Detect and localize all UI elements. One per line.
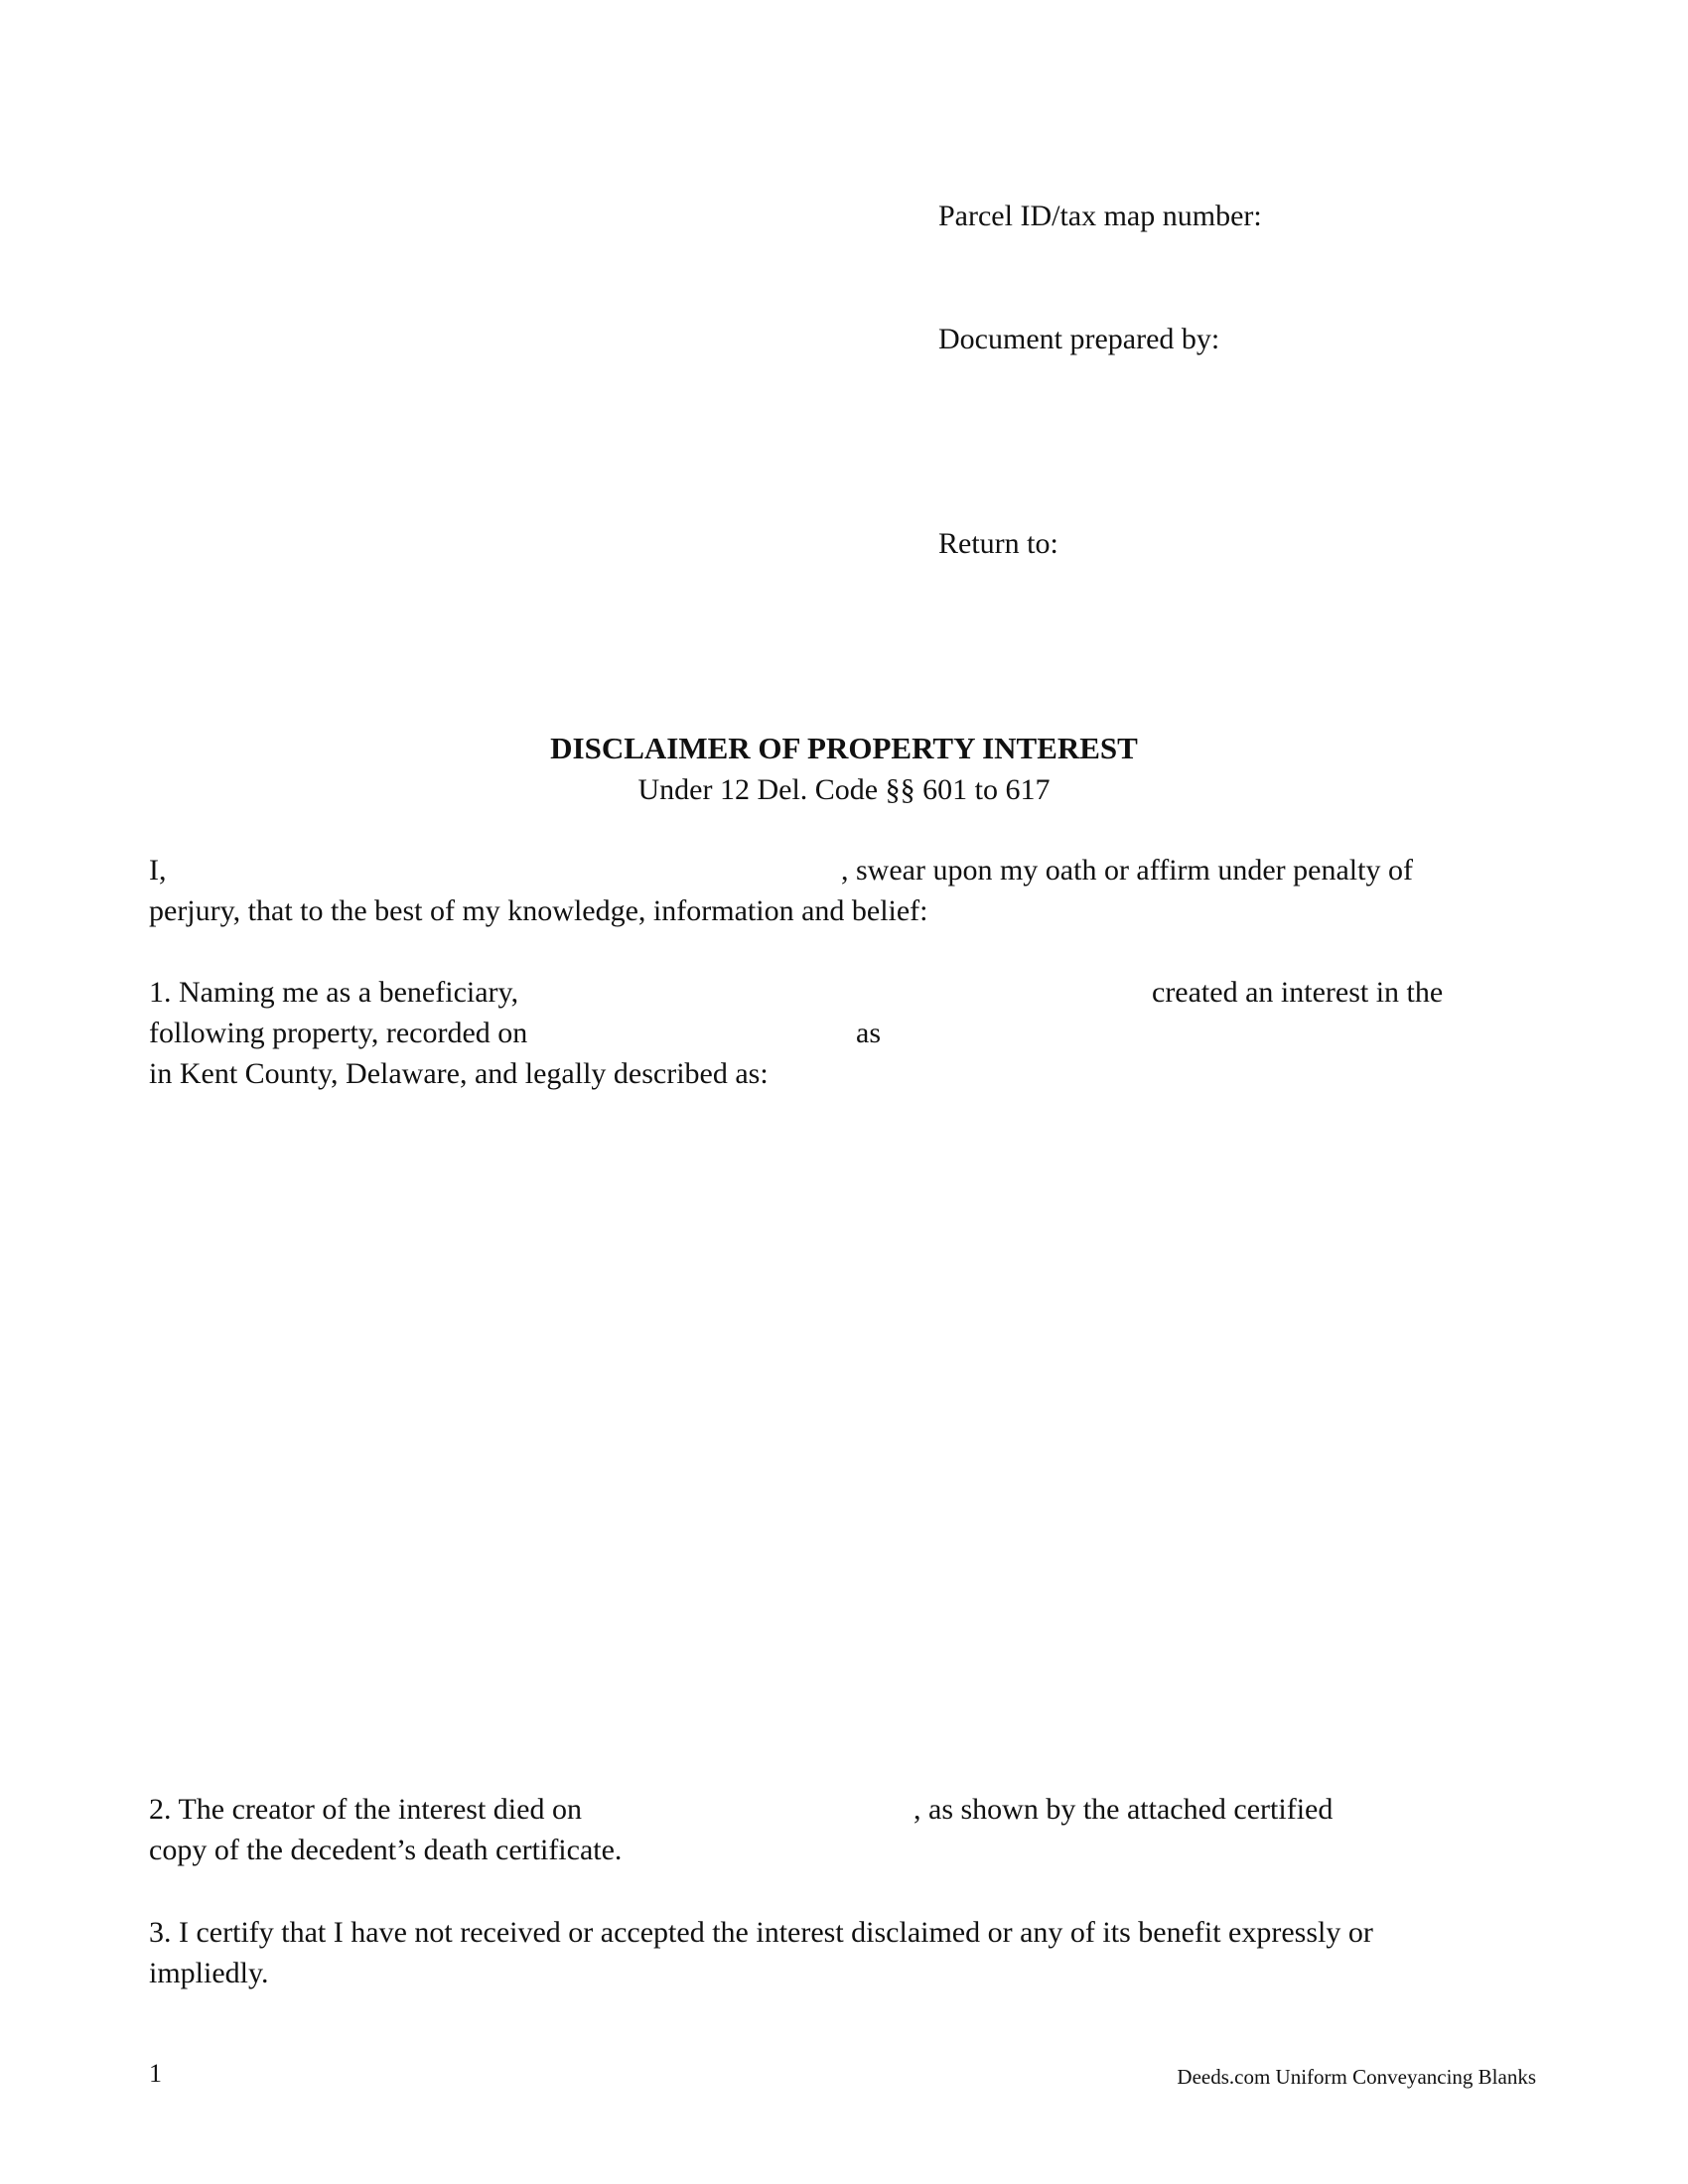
return-to-label: Return to: — [938, 527, 1058, 560]
recording-date-field[interactable] — [574, 1017, 852, 1050]
document-title: DISCLAIMER OF PROPERTY INTEREST — [550, 731, 1138, 765]
legal-description-field[interactable] — [149, 1102, 1539, 1757]
page-number: 1 — [149, 2059, 162, 2088]
item1-line2-mid: as — [856, 1017, 881, 1049]
oath-line1-end: , swear upon my oath or affirm under penalty of — [841, 854, 1413, 887]
document-subtitle: Under 12 Del. Code §§ 601 to 617 — [637, 773, 1051, 806]
item1-line3: in Kent County, Delaware, and legally described as: — [149, 1057, 769, 1090]
oath-line1-start: I, — [149, 854, 167, 887]
creator-name-field[interactable] — [566, 976, 1142, 1010]
item1-line2-start: following property, recorded on — [149, 1017, 528, 1049]
item2-line2: copy of the decedent’s death certificate. — [149, 1834, 623, 1866]
item3-line2: impliedly. — [149, 1957, 269, 1989]
item3-line1: 3. I certify that I have not received or accepted the interest disclaimed or any of its benefit expressly or — [149, 1916, 1373, 1949]
affiant-name-field[interactable] — [184, 854, 834, 887]
death-date-field[interactable] — [645, 1793, 909, 1827]
footer-source: Deeds.com Uniform Conveyancing Blanks — [1177, 2065, 1536, 2089]
recording-reference-field[interactable] — [894, 1017, 1479, 1050]
item2-line1-end: , as shown by the attached certified — [914, 1793, 1334, 1826]
item2-line1-start: 2. The creator of the interest died on — [149, 1793, 582, 1826]
parcel-id-label: Parcel ID/tax map number: — [938, 200, 1262, 232]
prepared-by-label: Document prepared by: — [938, 323, 1220, 355]
item1-line1-start: 1. Naming me as a beneficiary, — [149, 976, 519, 1009]
item1-line1-end: created an interest in the — [1152, 976, 1444, 1009]
oath-line2: perjury, that to the best of my knowledge, information and belief: — [149, 894, 928, 927]
